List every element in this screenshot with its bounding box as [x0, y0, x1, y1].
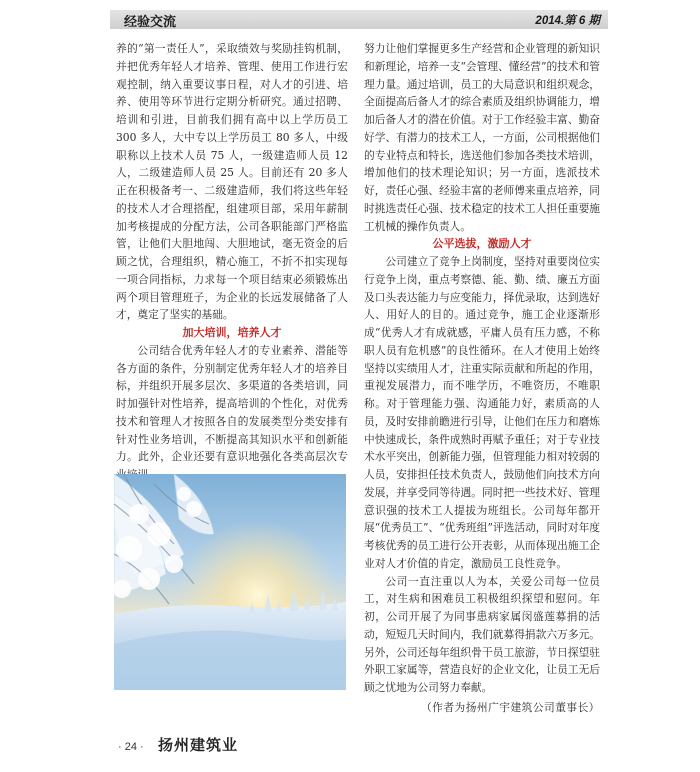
section-heading: 公平选拔，激励人才	[432, 237, 532, 251]
article-paragraph: 公司建立了竞争上岗制度，坚持对重要岗位实行竞争上岗，重点考察德、能、勤、绩、廉五方面及口头表达能力与应变能力，择优录取，达到选好人、用好人的目的。通过竞争，施工企业逐渐形成“优秀人才有成就感，平庸人员有压力感，不称职人员有危机感”的良性循环。在人才使用上始终坚持以实绩用人才，注重实际贡献和所起的作用，重视发展潜力，而不唯学历，不唯资历，不唯职称。对于管理能力强、沟通能力好，素质高的人员，及时安排前瞻进行引导，让他们在压力和磨炼中快速成长，条件成熟时再赋予重任；对于专业技术水平突出，创新能力强，但管理能力相对较弱的人员，安排担任技术负责人，鼓励他们向技术方向发展，并享受同等待遇。同时把一些技术好、管理意识强的技术工人提拔为班组长。公司每年都开展“优秀员工”、“优秀班组”评选活动，同时对年度考核优秀的员工进行公开表彰，从而体现出施工企业对人才价值的肯定，激励员工良性竞争。	[364, 255, 600, 570]
winter-landscape-photo	[114, 474, 346, 690]
issue-number: 2014.第 6 期	[535, 15, 600, 27]
page-number: · 24 ·	[118, 741, 144, 753]
right-column	[364, 40, 600, 717]
magazine-logo: 扬州建筑业	[158, 736, 239, 754]
section-heading: 加大培训，培养人才	[182, 326, 282, 339]
page-header	[110, 10, 608, 29]
author-note: （作者为扬州广宇建筑公司董事长）	[420, 700, 600, 714]
article-paragraph: 公司结合优秀年轻人才的专业素养、潜能等各方面的条件，分别制定优秀年轻人才的培养目标，并组织开展多层次、多渠道的各类培训，同时加强针对性培养，提高培训的个性化，对优秀技术和管理人才按照各自的发展类型分类安排有针对性业务培训，不断提高其知识水平和创新能力。此外，企业还要有意识地强化各类高层次专	[116, 343, 348, 464]
header-bar	[110, 10, 608, 29]
article-paragraph: 养的“第一责任人”，采取绩效与奖励挂钩机制，并把优秀年轻人才培养、管理、使用工作进行宏观控制，纳入重要议事日程，对人才的引进、培养、使用等环节进行定期分析研究。通过招聘、培训和引进，目前我们拥有高中以上学历员工 300 多人，大中专以上学历员工 80 多人，中级职称以上技术人员 75 人，一级建造师人员 12 人，二级建造师人员 25 人。目前还有 20 多人正在积极备考一、二级建造师，我们将这些年轻的技术人才合理搭配，组建项目部，采用年薪制加考核提成的分配方法，公司各职能部门严格监管，让他们大胆地闯、大胆地试，毫无资金的后顾之忧，合理组织，精心施工，不折不扣实现每一项合同指标，力求每一个项目结束必须锻炼出两个项目管理班子，为企业的长远发展储备了人才，奠定了坚实的基础。	[116, 42, 348, 322]
article-paragraph: 公司一直注重以人为本，关爱公司每一位员工，对生病和困难员工积极组织探望和慰问。年初，公司开展了为同事患病家属闵盛莲募捐的活动，短短几天时间内，我们就募得捐款六万多元。另外，公司还每年组织骨干员工旅游，节日探望驻外职工家属等，营造良好的企业文化，让员工无后顾之忧地为公司努力奉献。	[364, 574, 600, 694]
article-paragraph: 努力让他们掌握更多生产经营和企业管理的新知识和新理论，培养一支“会管理、懂经营”的技术和管理力量。通过培训，员工的大局意识和组织观念，全面提高后备人才的综合素质及组织协调能力，增加后备人才的潜在价值。对于工作经验丰富、勤奋好学、有潜力的技术工人，一方面，公司根据他们的专业特点和特长，选送他们参加各类技术培训，增加他们的技术理论知识；另一方面，选派技术好，责任心强、经验丰富的老师傅来重点培养，同时挑选责任心强、技术稳定的技术工人担任重要施工机械的操作负责人。	[364, 42, 600, 233]
section-title: 经验交流	[124, 15, 177, 30]
left-column	[116, 40, 348, 484]
